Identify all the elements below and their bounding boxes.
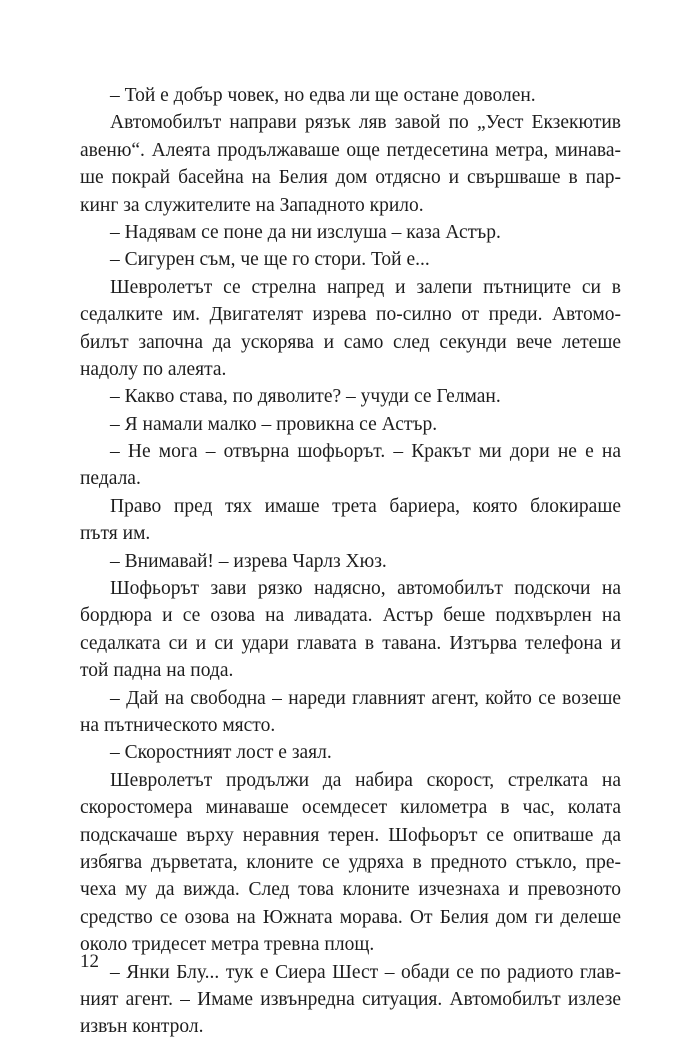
text-line: чеха му да вижда. След това клоните изчезнаха и превозното	[80, 879, 621, 901]
text-line: Право пред тях имаше трета бариера, която блокираше	[110, 495, 621, 517]
text-line: бордюра и се озова на ливадата. Астър беше подхвърлен на	[80, 605, 621, 627]
text-line: Шофьорът зави рязко надясно, автомобилът подскочи на	[110, 578, 621, 600]
text-line: – Той е добър човек, но едва ли ще остане доволен.	[110, 85, 536, 106]
text-line: ният агент. – Имаме извънредна ситуация. Автомобилът излезе	[80, 988, 621, 1010]
text-line: средство се озова на Южната морава. От Белия дом ги делеше	[80, 906, 621, 928]
text-line: Автомобилът направи рязък ляв завой по „Уест Екзекютив	[110, 112, 621, 134]
page-number: 12	[80, 951, 99, 972]
text-line: билът започна да ускорява и само след секунди вече летеше	[80, 331, 621, 353]
text-line: – Внимавай! – изрева Чарлз Хюз.	[110, 550, 387, 572]
text-line: Шевролетът се стрелна напред и залепи пътниците си в	[110, 276, 621, 298]
text-line: – Янки Блу... тук е Сиера Шест – обади се по радиото глав-	[110, 961, 621, 983]
text-line: – Скоростният лост е заял.	[110, 742, 332, 764]
body-text	[80, 82, 621, 1041]
text-line: – Дай на свободна – нареди главният агент, който се возеше	[110, 687, 621, 709]
text-line: пътя им.	[80, 523, 151, 545]
text-line: кинг за служителите на Западното крило.	[80, 194, 424, 216]
text-line: на пътническото място.	[80, 714, 276, 736]
text-line: скоростомера минаваше осемдесет километра в час, колата	[80, 797, 621, 819]
text-line: – Я намали малко – провикна се Астър.	[110, 413, 438, 435]
text-line: педала.	[80, 468, 141, 490]
text-line: около тридесет метра тревна площ.	[80, 934, 375, 956]
text-line: – Сигурен съм, че ще го стори. Той е...	[110, 249, 430, 271]
text-line: надолу по алеята.	[80, 358, 227, 380]
text-line: той падна на пода.	[80, 660, 234, 682]
text-line: Шевролетът продължи да набира скорост, стрелката на	[110, 769, 621, 791]
text-line: ше покрай басейна на Белия дом отдясно и свършваше в пар-	[80, 167, 621, 189]
text-line: – Какво става, по дяволите? – учуди се Гелман.	[110, 386, 501, 408]
text-line: авеню“. Алеята продължаваше още петдесетина метра, минава-	[80, 139, 621, 161]
text-line: – Надявам се поне да ни изслуша – каза Астър.	[110, 221, 501, 243]
text-line: седалката си и си удари главата в тавана. Изтърва телефона и	[80, 632, 621, 654]
text-line: седалките им. Двигателят изрева по-силно от преди. Автомо-	[80, 304, 621, 326]
text-line: избягва дърветата, клоните се удряха в предното стъкло, пре-	[80, 851, 621, 873]
text-line: подскачаше върху неравния терен. Шофьорът се опитваше да	[80, 824, 621, 846]
text-line: – Не мога – отвърна шофьорът. – Кракът ми дори не е на	[110, 441, 621, 463]
text-line: извън контрол.	[80, 1016, 204, 1038]
